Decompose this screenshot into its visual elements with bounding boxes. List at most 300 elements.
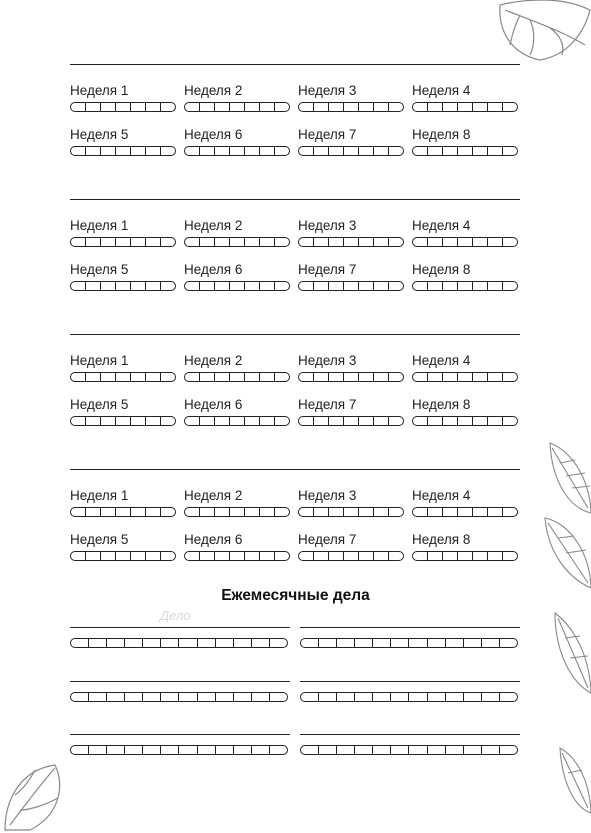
- day-checkbox[interactable]: [215, 373, 230, 381]
- day-checkbox[interactable]: [116, 103, 131, 111]
- day-checkbox[interactable]: [101, 282, 116, 290]
- task-checkbox[interactable]: [125, 746, 143, 754]
- day-checkbox[interactable]: [230, 373, 245, 381]
- day-checkbox[interactable]: [116, 238, 131, 246]
- day-checkbox[interactable]: [374, 282, 389, 290]
- day-checkbox[interactable]: [200, 238, 215, 246]
- day-checkbox[interactable]: [488, 417, 503, 425]
- day-checkbox[interactable]: [200, 147, 215, 155]
- day-checkbox[interactable]: [185, 373, 200, 381]
- task-checkbox[interactable]: [270, 746, 287, 754]
- day-checkbox[interactable]: [86, 103, 101, 111]
- day-checkbox[interactable]: [443, 508, 458, 516]
- task-checkbox[interactable]: [179, 746, 197, 754]
- day-checkbox[interactable]: [503, 147, 517, 155]
- task-checkbox[interactable]: [161, 746, 179, 754]
- task-checkbox[interactable]: [216, 639, 234, 647]
- task-checkbox[interactable]: [234, 639, 252, 647]
- day-checkbox[interactable]: [299, 417, 314, 425]
- day-checkbox[interactable]: [344, 282, 359, 290]
- task-checkbox[interactable]: [270, 693, 287, 701]
- task-checkbox[interactable]: [198, 746, 216, 754]
- day-checkbox[interactable]: [101, 147, 116, 155]
- day-checkbox[interactable]: [146, 508, 161, 516]
- day-checkbox[interactable]: [374, 103, 389, 111]
- day-checkbox[interactable]: [389, 147, 403, 155]
- day-checkbox[interactable]: [488, 282, 503, 290]
- task-checkbox[interactable]: [464, 746, 482, 754]
- day-checkbox[interactable]: [503, 238, 517, 246]
- day-checkbox[interactable]: [101, 417, 116, 425]
- task-checkbox[interactable]: [446, 746, 464, 754]
- task-checkbox[interactable]: [428, 693, 446, 701]
- day-checkbox[interactable]: [488, 373, 503, 381]
- task-checkbox[interactable]: [464, 693, 482, 701]
- task-checkbox[interactable]: [391, 746, 409, 754]
- day-checkbox[interactable]: [200, 373, 215, 381]
- day-checkbox[interactable]: [200, 417, 215, 425]
- day-checkbox[interactable]: [116, 552, 131, 560]
- day-checkbox[interactable]: [86, 508, 101, 516]
- day-checkbox[interactable]: [329, 508, 344, 516]
- task-checkbox[interactable]: [319, 693, 337, 701]
- day-checkbox[interactable]: [503, 103, 517, 111]
- day-checkbox[interactable]: [443, 147, 458, 155]
- day-checkbox[interactable]: [230, 552, 245, 560]
- day-checkbox[interactable]: [428, 147, 443, 155]
- day-checkbox[interactable]: [230, 147, 245, 155]
- day-checkbox[interactable]: [344, 552, 359, 560]
- day-checkbox[interactable]: [473, 508, 488, 516]
- day-checkbox[interactable]: [458, 373, 473, 381]
- day-checkbox[interactable]: [71, 103, 86, 111]
- day-checkbox[interactable]: [314, 552, 329, 560]
- day-checkbox[interactable]: [299, 103, 314, 111]
- task-checkbox[interactable]: [161, 639, 179, 647]
- day-checkbox[interactable]: [314, 508, 329, 516]
- day-checkbox[interactable]: [359, 147, 374, 155]
- task-checkbox[interactable]: [355, 693, 373, 701]
- day-checkbox[interactable]: [71, 282, 86, 290]
- day-checkbox[interactable]: [71, 147, 86, 155]
- day-checkbox[interactable]: [215, 508, 230, 516]
- day-checkbox[interactable]: [275, 508, 289, 516]
- day-checkbox[interactable]: [230, 282, 245, 290]
- task-checkbox[interactable]: [391, 639, 409, 647]
- day-checkbox[interactable]: [101, 373, 116, 381]
- day-checkbox[interactable]: [161, 103, 175, 111]
- day-checkbox[interactable]: [458, 147, 473, 155]
- day-checkbox[interactable]: [428, 282, 443, 290]
- day-checkbox[interactable]: [314, 417, 329, 425]
- task-checkbox[interactable]: [500, 639, 517, 647]
- day-checkbox[interactable]: [413, 238, 428, 246]
- day-checkbox[interactable]: [458, 552, 473, 560]
- day-checkbox[interactable]: [389, 552, 403, 560]
- day-checkbox[interactable]: [503, 508, 517, 516]
- day-checkbox[interactable]: [161, 552, 175, 560]
- day-checkbox[interactable]: [245, 238, 260, 246]
- task-checkbox[interactable]: [373, 639, 391, 647]
- day-checkbox[interactable]: [473, 373, 488, 381]
- day-checkbox[interactable]: [374, 238, 389, 246]
- task-checkbox[interactable]: [391, 693, 409, 701]
- task-checkbox[interactable]: [252, 746, 270, 754]
- task-checkbox[interactable]: [482, 639, 500, 647]
- day-checkbox[interactable]: [260, 282, 275, 290]
- day-checkbox[interactable]: [71, 552, 86, 560]
- day-checkbox[interactable]: [389, 417, 403, 425]
- day-checkbox[interactable]: [146, 282, 161, 290]
- day-checkbox[interactable]: [245, 552, 260, 560]
- day-checkbox[interactable]: [86, 282, 101, 290]
- day-checkbox[interactable]: [314, 373, 329, 381]
- day-checkbox[interactable]: [86, 238, 101, 246]
- day-checkbox[interactable]: [71, 417, 86, 425]
- task-checkbox[interactable]: [107, 639, 125, 647]
- day-checkbox[interactable]: [260, 103, 275, 111]
- task-checkbox[interactable]: [409, 639, 427, 647]
- task-checkbox[interactable]: [143, 693, 161, 701]
- day-checkbox[interactable]: [131, 417, 146, 425]
- task-checkbox[interactable]: [301, 746, 319, 754]
- day-checkbox[interactable]: [275, 238, 289, 246]
- day-checkbox[interactable]: [428, 103, 443, 111]
- day-checkbox[interactable]: [344, 147, 359, 155]
- day-checkbox[interactable]: [101, 508, 116, 516]
- day-checkbox[interactable]: [359, 238, 374, 246]
- day-checkbox[interactable]: [329, 373, 344, 381]
- day-checkbox[interactable]: [458, 508, 473, 516]
- day-checkbox[interactable]: [329, 282, 344, 290]
- day-checkbox[interactable]: [428, 552, 443, 560]
- day-checkbox[interactable]: [116, 508, 131, 516]
- task-checkbox[interactable]: [319, 639, 337, 647]
- day-checkbox[interactable]: [260, 508, 275, 516]
- day-checkbox[interactable]: [185, 508, 200, 516]
- day-checkbox[interactable]: [101, 238, 116, 246]
- day-checkbox[interactable]: [86, 552, 101, 560]
- day-checkbox[interactable]: [458, 103, 473, 111]
- day-checkbox[interactable]: [185, 417, 200, 425]
- day-checkbox[interactable]: [161, 508, 175, 516]
- day-checkbox[interactable]: [413, 417, 428, 425]
- day-checkbox[interactable]: [374, 552, 389, 560]
- day-checkbox[interactable]: [146, 373, 161, 381]
- day-checkbox[interactable]: [344, 238, 359, 246]
- day-checkbox[interactable]: [443, 282, 458, 290]
- day-checkbox[interactable]: [314, 103, 329, 111]
- day-checkbox[interactable]: [146, 417, 161, 425]
- day-checkbox[interactable]: [389, 238, 403, 246]
- day-checkbox[interactable]: [443, 417, 458, 425]
- task-checkbox[interactable]: [500, 746, 517, 754]
- task-checkbox[interactable]: [216, 746, 234, 754]
- day-checkbox[interactable]: [458, 238, 473, 246]
- day-checkbox[interactable]: [275, 552, 289, 560]
- day-checkbox[interactable]: [185, 103, 200, 111]
- day-checkbox[interactable]: [503, 417, 517, 425]
- day-checkbox[interactable]: [86, 417, 101, 425]
- day-checkbox[interactable]: [116, 373, 131, 381]
- day-checkbox[interactable]: [359, 417, 374, 425]
- task-checkbox[interactable]: [234, 746, 252, 754]
- day-checkbox[interactable]: [215, 417, 230, 425]
- day-checkbox[interactable]: [230, 508, 245, 516]
- day-checkbox[interactable]: [71, 508, 86, 516]
- day-checkbox[interactable]: [146, 103, 161, 111]
- day-checkbox[interactable]: [329, 238, 344, 246]
- day-checkbox[interactable]: [443, 552, 458, 560]
- task-checkbox[interactable]: [198, 693, 216, 701]
- day-checkbox[interactable]: [473, 282, 488, 290]
- day-checkbox[interactable]: [116, 282, 131, 290]
- day-checkbox[interactable]: [299, 282, 314, 290]
- task-checkbox[interactable]: [482, 746, 500, 754]
- day-checkbox[interactable]: [488, 147, 503, 155]
- day-checkbox[interactable]: [245, 147, 260, 155]
- day-checkbox[interactable]: [329, 417, 344, 425]
- day-checkbox[interactable]: [260, 238, 275, 246]
- task-checkbox[interactable]: [107, 746, 125, 754]
- task-checkbox[interactable]: [428, 746, 446, 754]
- day-checkbox[interactable]: [389, 508, 403, 516]
- day-checkbox[interactable]: [503, 373, 517, 381]
- task-checkbox[interactable]: [464, 639, 482, 647]
- day-checkbox[interactable]: [200, 282, 215, 290]
- day-checkbox[interactable]: [374, 147, 389, 155]
- day-checkbox[interactable]: [131, 373, 146, 381]
- day-checkbox[interactable]: [71, 238, 86, 246]
- day-checkbox[interactable]: [245, 103, 260, 111]
- day-checkbox-track: [298, 416, 404, 426]
- task-checkbox-track: [70, 745, 288, 755]
- day-checkbox[interactable]: [86, 373, 101, 381]
- day-checkbox[interactable]: [344, 417, 359, 425]
- day-checkbox[interactable]: [215, 103, 230, 111]
- day-checkbox[interactable]: [389, 103, 403, 111]
- day-checkbox[interactable]: [299, 238, 314, 246]
- day-checkbox[interactable]: [275, 373, 289, 381]
- task-checkbox[interactable]: [270, 639, 287, 647]
- task-checkbox[interactable]: [446, 639, 464, 647]
- day-checkbox[interactable]: [131, 508, 146, 516]
- day-checkbox[interactable]: [314, 282, 329, 290]
- day-checkbox[interactable]: [275, 147, 289, 155]
- day-checkbox[interactable]: [245, 282, 260, 290]
- day-checkbox[interactable]: [473, 103, 488, 111]
- day-checkbox[interactable]: [245, 508, 260, 516]
- task-checkbox[interactable]: [89, 693, 107, 701]
- task-checkbox[interactable]: [179, 639, 197, 647]
- task-checkbox[interactable]: [179, 693, 197, 701]
- day-checkbox[interactable]: [413, 103, 428, 111]
- day-checkbox[interactable]: [146, 238, 161, 246]
- day-checkbox[interactable]: [245, 373, 260, 381]
- day-checkbox[interactable]: [131, 147, 146, 155]
- task-checkbox[interactable]: [143, 639, 161, 647]
- task-checkbox[interactable]: [500, 693, 517, 701]
- day-checkbox[interactable]: [131, 282, 146, 290]
- day-checkbox[interactable]: [116, 147, 131, 155]
- task-checkbox[interactable]: [301, 693, 319, 701]
- task-checkbox[interactable]: [125, 639, 143, 647]
- day-checkbox[interactable]: [161, 282, 175, 290]
- day-checkbox[interactable]: [359, 373, 374, 381]
- day-checkbox[interactable]: [299, 373, 314, 381]
- day-checkbox[interactable]: [473, 238, 488, 246]
- task-checkbox[interactable]: [252, 639, 270, 647]
- day-checkbox[interactable]: [230, 417, 245, 425]
- day-checkbox[interactable]: [215, 552, 230, 560]
- day-checkbox[interactable]: [389, 373, 403, 381]
- task-checkbox[interactable]: [428, 639, 446, 647]
- day-checkbox[interactable]: [374, 508, 389, 516]
- day-checkbox[interactable]: [146, 552, 161, 560]
- task-checkbox[interactable]: [446, 693, 464, 701]
- day-checkbox[interactable]: [245, 417, 260, 425]
- day-checkbox[interactable]: [161, 373, 175, 381]
- day-checkbox[interactable]: [488, 552, 503, 560]
- day-checkbox[interactable]: [185, 238, 200, 246]
- day-checkbox[interactable]: [329, 552, 344, 560]
- task-checkbox[interactable]: [337, 746, 355, 754]
- day-checkbox[interactable]: [230, 238, 245, 246]
- task-checkbox[interactable]: [355, 746, 373, 754]
- day-checkbox[interactable]: [230, 103, 245, 111]
- day-checkbox[interactable]: [443, 238, 458, 246]
- day-checkbox[interactable]: [443, 373, 458, 381]
- day-checkbox[interactable]: [275, 282, 289, 290]
- task-checkbox[interactable]: [143, 746, 161, 754]
- day-checkbox[interactable]: [428, 238, 443, 246]
- day-checkbox[interactable]: [299, 508, 314, 516]
- day-checkbox[interactable]: [413, 373, 428, 381]
- day-checkbox[interactable]: [503, 282, 517, 290]
- day-checkbox[interactable]: [200, 552, 215, 560]
- day-checkbox[interactable]: [458, 282, 473, 290]
- task-checkbox[interactable]: [216, 693, 234, 701]
- day-checkbox-track: [184, 507, 290, 517]
- day-checkbox[interactable]: [488, 238, 503, 246]
- task-checkbox[interactable]: [252, 693, 270, 701]
- task-checkbox[interactable]: [409, 746, 427, 754]
- day-checkbox[interactable]: [185, 552, 200, 560]
- day-checkbox[interactable]: [185, 282, 200, 290]
- day-checkbox[interactable]: [488, 103, 503, 111]
- day-checkbox[interactable]: [344, 373, 359, 381]
- day-checkbox[interactable]: [329, 103, 344, 111]
- day-checkbox[interactable]: [116, 417, 131, 425]
- task-checkbox[interactable]: [482, 693, 500, 701]
- day-checkbox[interactable]: [413, 282, 428, 290]
- day-checkbox[interactable]: [260, 147, 275, 155]
- day-checkbox[interactable]: [86, 147, 101, 155]
- day-checkbox[interactable]: [443, 103, 458, 111]
- day-checkbox[interactable]: [473, 147, 488, 155]
- day-checkbox[interactable]: [131, 103, 146, 111]
- day-checkbox[interactable]: [413, 508, 428, 516]
- task-checkbox[interactable]: [89, 639, 107, 647]
- day-checkbox[interactable]: [314, 238, 329, 246]
- task-checkbox[interactable]: [71, 746, 89, 754]
- task-checkbox[interactable]: [319, 746, 337, 754]
- day-checkbox[interactable]: [413, 552, 428, 560]
- day-checkbox[interactable]: [359, 103, 374, 111]
- task-checkbox[interactable]: [71, 693, 89, 701]
- day-checkbox[interactable]: [413, 147, 428, 155]
- day-checkbox[interactable]: [200, 103, 215, 111]
- day-checkbox[interactable]: [473, 417, 488, 425]
- task-checkbox[interactable]: [373, 693, 391, 701]
- day-checkbox[interactable]: [260, 373, 275, 381]
- day-checkbox[interactable]: [428, 508, 443, 516]
- day-checkbox[interactable]: [161, 147, 175, 155]
- day-checkbox[interactable]: [215, 147, 230, 155]
- task-checkbox[interactable]: [161, 693, 179, 701]
- task-checkbox[interactable]: [301, 639, 319, 647]
- task-checkbox[interactable]: [337, 639, 355, 647]
- day-checkbox[interactable]: [101, 552, 116, 560]
- day-checkbox[interactable]: [146, 147, 161, 155]
- day-checkbox[interactable]: [131, 238, 146, 246]
- day-checkbox[interactable]: [359, 552, 374, 560]
- day-checkbox[interactable]: [329, 147, 344, 155]
- day-checkbox[interactable]: [374, 417, 389, 425]
- day-checkbox[interactable]: [215, 238, 230, 246]
- task-checkbox[interactable]: [107, 693, 125, 701]
- day-checkbox[interactable]: [503, 552, 517, 560]
- task-checkbox[interactable]: [409, 693, 427, 701]
- task-checkbox[interactable]: [234, 693, 252, 701]
- task-checkbox[interactable]: [198, 639, 216, 647]
- day-checkbox[interactable]: [473, 552, 488, 560]
- task-checkbox[interactable]: [337, 693, 355, 701]
- day-checkbox[interactable]: [374, 373, 389, 381]
- day-checkbox[interactable]: [275, 417, 289, 425]
- day-checkbox[interactable]: [428, 417, 443, 425]
- week-tracker: [298, 127, 404, 143]
- day-checkbox[interactable]: [299, 147, 314, 155]
- task-checkbox[interactable]: [373, 746, 391, 754]
- day-checkbox[interactable]: [131, 552, 146, 560]
- day-checkbox[interactable]: [389, 282, 403, 290]
- day-checkbox[interactable]: [428, 373, 443, 381]
- day-checkbox[interactable]: [185, 147, 200, 155]
- task-checkbox[interactable]: [125, 693, 143, 701]
- task-checkbox[interactable]: [355, 639, 373, 647]
- day-checkbox[interactable]: [275, 103, 289, 111]
- day-checkbox[interactable]: [299, 552, 314, 560]
- task-checkbox[interactable]: [71, 639, 89, 647]
- day-checkbox[interactable]: [458, 417, 473, 425]
- day-checkbox[interactable]: [161, 238, 175, 246]
- day-checkbox[interactable]: [359, 508, 374, 516]
- day-checkbox[interactable]: [359, 282, 374, 290]
- task-checkbox[interactable]: [89, 746, 107, 754]
- day-checkbox[interactable]: [488, 508, 503, 516]
- day-checkbox[interactable]: [161, 417, 175, 425]
- day-checkbox[interactable]: [200, 508, 215, 516]
- day-checkbox[interactable]: [344, 103, 359, 111]
- day-checkbox[interactable]: [260, 417, 275, 425]
- day-checkbox[interactable]: [71, 373, 86, 381]
- day-checkbox[interactable]: [260, 552, 275, 560]
- day-checkbox[interactable]: [101, 103, 116, 111]
- day-checkbox[interactable]: [314, 147, 329, 155]
- day-checkbox[interactable]: [215, 282, 230, 290]
- day-checkbox[interactable]: [344, 508, 359, 516]
